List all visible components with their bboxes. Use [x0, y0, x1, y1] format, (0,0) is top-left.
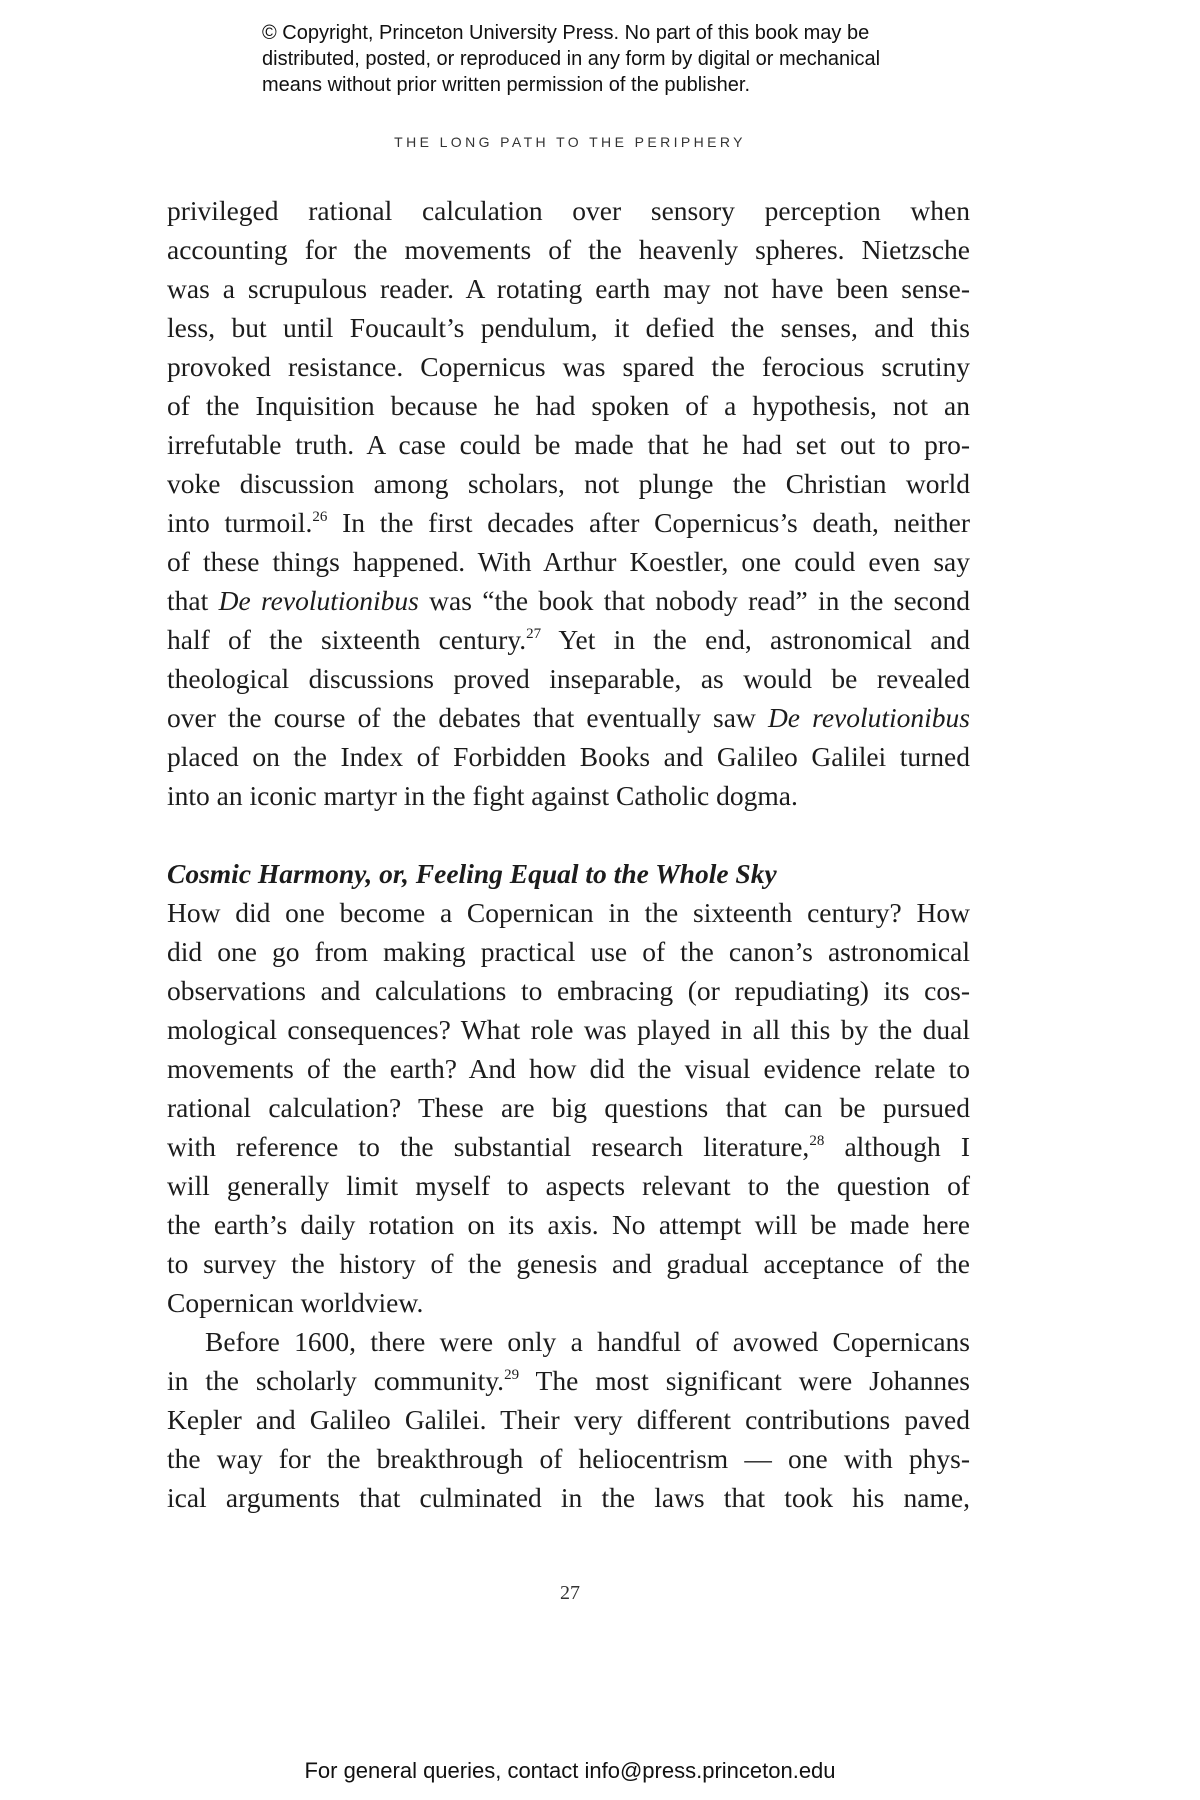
text-fragment: The most significant were Johannes: [519, 1365, 970, 1396]
text-line: How did one become a Copernican in the sixteenth century? How: [167, 897, 970, 928]
copyright-line: distributed, posted, or reproduced in any form by digital or mechanical: [262, 48, 881, 70]
footnote-ref-29[interactable]: 29: [504, 1367, 520, 1383]
paragraph-1: [167, 191, 970, 815]
text-fragment: over the course of the debates that eventually saw: [167, 702, 768, 733]
text-fragment: in the scholarly community.: [167, 1365, 505, 1396]
text-line: movements of the earth? And how did the visual evidence relate to: [167, 1053, 970, 1084]
text-line: did one go from making practical use of the canon’s astronomical: [167, 936, 970, 967]
text-line: [167, 1361, 970, 1400]
text-line: [167, 581, 970, 620]
text-line: [167, 1127, 970, 1166]
text-line: observations and calculations to embracing (or repudiating) its cos-: [167, 975, 970, 1006]
copyright-notice: [262, 20, 1022, 98]
paragraph-2: [167, 893, 970, 1322]
text-fragment: with reference to the substantial research literature,: [167, 1131, 810, 1162]
footnote-ref-27[interactable]: 27: [526, 626, 542, 642]
text-line: [167, 620, 970, 659]
text-line: the earth’s daily rotation on its axis. No attempt will be made here: [167, 1209, 970, 1240]
text-fragment: Yet in the end, astronomical and: [541, 624, 970, 655]
footnote-ref-28[interactable]: 28: [809, 1133, 825, 1149]
body-text: [167, 191, 970, 1517]
text-line: provoked resistance. Copernicus was spared the ferocious scrutiny: [167, 351, 970, 382]
footnote-ref-26[interactable]: 26: [312, 509, 328, 525]
text-line: of the Inquisition because he had spoken of a hypothesis, not an: [167, 390, 970, 421]
text-line: [167, 698, 970, 737]
running-head: THE LONG PATH TO THE PERIPHERY: [394, 134, 746, 150]
text-fragment: was “the book that nobody read” in the second: [418, 585, 971, 616]
text-fragment: In the first decades after Copernicus’s death, neither: [327, 507, 971, 538]
text-line: the way for the breakthrough of heliocentrism — one with phys-: [167, 1443, 970, 1474]
copyright-line: means without prior written permission of the publisher.: [262, 74, 751, 96]
text-line: Kepler and Galileo Galilei. Their very different contributions paved: [167, 1404, 970, 1435]
book-title: De revolutionibus: [767, 702, 970, 733]
text-line: privileged rational calculation over sensory perception when: [167, 195, 970, 226]
text-line: voke discussion among scholars, not plunge the Christian world: [167, 468, 970, 499]
text-line: theological discussions proved inseparable, as would be revealed: [167, 663, 970, 694]
text-line: placed on the Index of Forbidden Books and Galileo Galilei turned: [167, 741, 970, 772]
text-line: was a scrupulous reader. A rotating earth may not have been sense-: [167, 273, 970, 304]
text-line: into an iconic martyr in the fight against Catholic dogma.: [167, 780, 798, 811]
text-line: rational calculation? These are big questions that can be pursued: [167, 1092, 970, 1123]
text-line: less, but until Foucault’s pendulum, it defied the senses, and this: [167, 312, 970, 343]
section-heading: Cosmic Harmony, or, Feeling Equal to the Whole Sky: [167, 858, 777, 889]
copyright-line: © Copyright, Princeton University Press. No part of this book may be: [262, 22, 870, 44]
book-title: De revolutionibus: [218, 585, 419, 616]
text-line: to survey the history of the genesis and gradual acceptance of the: [167, 1248, 970, 1279]
text-line: Copernican worldview.: [167, 1287, 424, 1318]
text-line: will generally limit myself to aspects relevant to the question of: [167, 1170, 970, 1201]
text-line: irrefutable truth. A case could be made that he had set out to pro-: [167, 429, 970, 460]
page-number: 27: [560, 1582, 580, 1604]
text-line: of these things happened. With Arthur Koestler, one could even say: [167, 546, 970, 577]
text-line: accounting for the movements of the heavenly spheres. Nietzsche: [167, 234, 970, 265]
text-fragment: half of the sixteenth century.: [167, 624, 527, 655]
footer-contact: For general queries, contact info@press.princeton.edu: [304, 1758, 836, 1783]
text-fragment: that: [167, 585, 219, 616]
text-line: [167, 503, 970, 542]
text-fragment: although I: [824, 1131, 970, 1162]
text-line: mological consequences? What role was played in all this by the dual: [167, 1014, 970, 1045]
paragraph-3: [167, 1322, 970, 1517]
text-line: ical arguments that culminated in the laws that took his name,: [167, 1482, 970, 1513]
text-line: Before 1600, there were only a handful of avowed Copernicans: [205, 1326, 970, 1357]
text-fragment: into turmoil.: [167, 507, 313, 538]
